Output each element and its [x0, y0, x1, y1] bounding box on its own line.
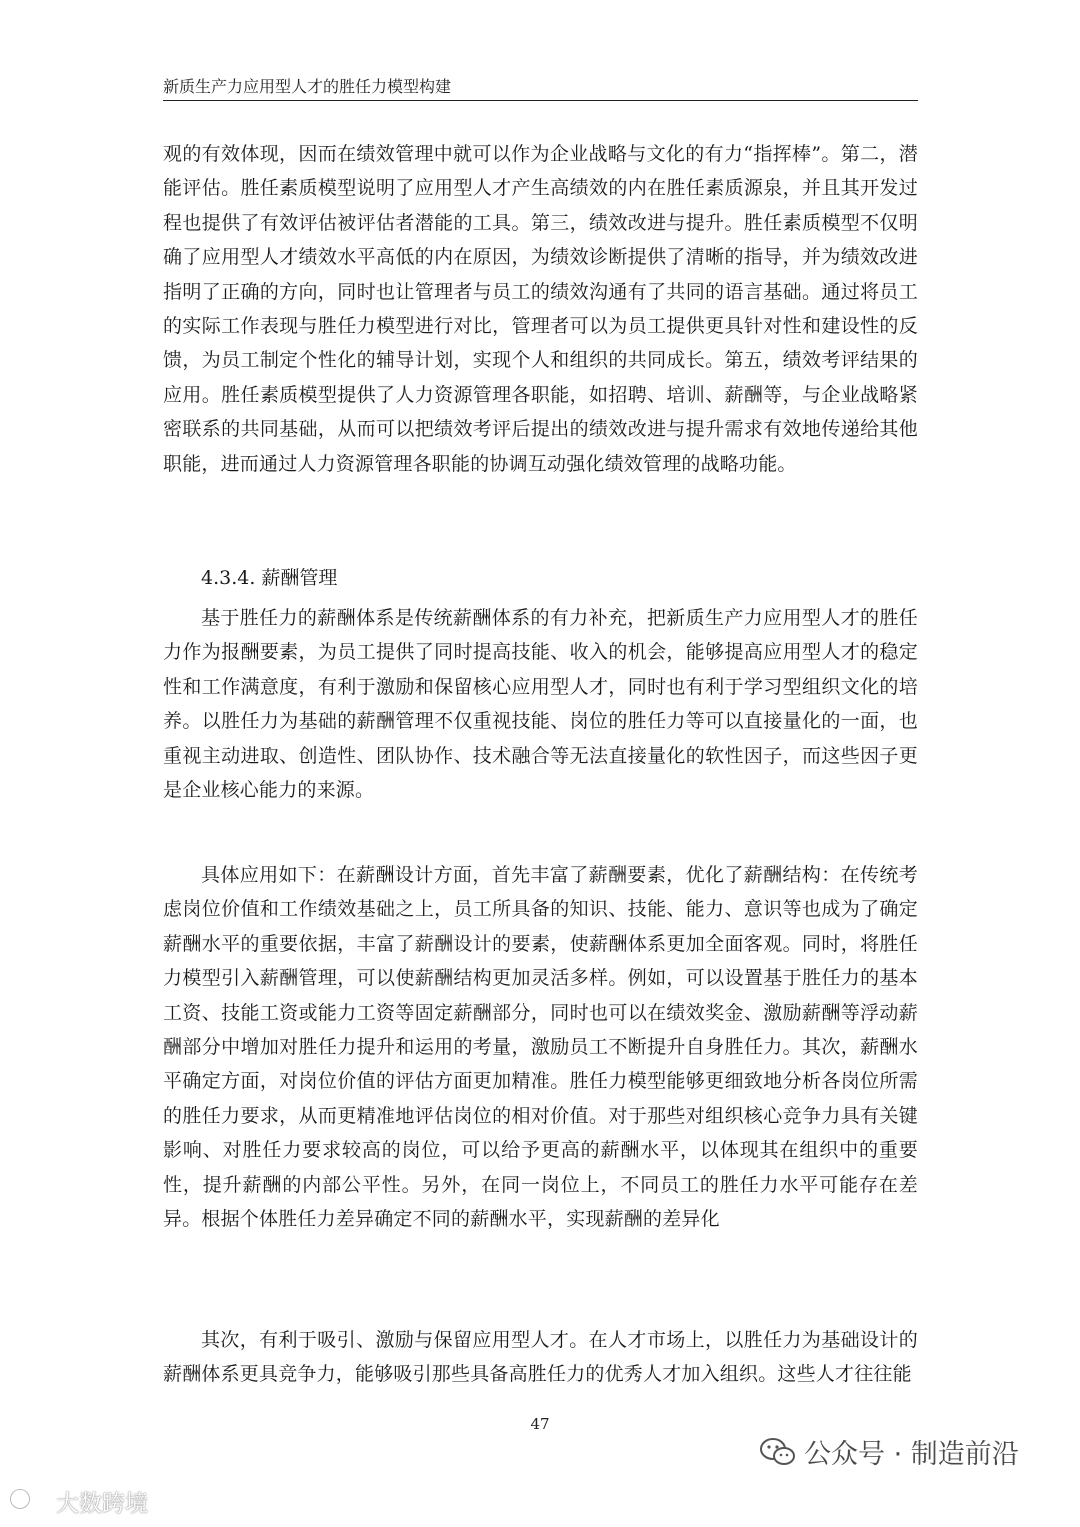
watermark-wechat-text: 公众号 · 制造前沿	[804, 1439, 1019, 1470]
header-divider	[163, 100, 918, 101]
watermark-wechat	[760, 1432, 1019, 1471]
running-header: 新质生产力应用型人才的胜任力模型构建	[163, 77, 452, 96]
wechat-icon	[760, 1437, 796, 1467]
paragraph-compensation-intro: 基于胜任力的薪酬体系是传统薪酬体系的有力补充，把新质生产力应用型人才的胜任力作为报酬要素，为员工提供了同时提高技能、收入的机会，能够提高应用型人才的稳定性和工作满意度，有利于激励和保留核心应用型人才，同时也有利于学习型组织文化的培养。以胜任力为基础的薪酬管理不仅重视技能、岗位的胜任力等可以直接量化的一面，也重视主动进取、创造性、团队协作、技术融合等无法直接量化的软性因子，而这些因子更是企业核心能力的来源。	[163, 607, 918, 802]
paragraph-performance-management: 观的有效体现，因而在绩效管理中就可以作为企业战略与文化的有力“指挥棒”。第二，潜能评估。胜任素质模型说明了应用型人才产生高绩效的内在胜任素质源泉，并且其开发过程也提供了有效评估被评估者潜能的工具。第三，绩效改进与提升。胜任素质模型不仅明确了应用型人才绩效水平高低的内在原因，为绩效诊断提供了清晰的指导，并为绩效改进指明了正确的方向，同时也让管理者与员工的绩效沟通有了共同的语言基础。通过将员工的实际工作表现与胜任力模型进行对比，管理者可以为员工提供更具针对性和建设性的反馈，为员工制定个性化的辅导计划，实现个人和组织的共同成长。第五，绩效考评结果的应用。胜任素质模型提供了人力资源管理各职能，如招聘、培训、薪酬等，与企业战略紧密联系的共同基础，从而可以把绩效考评后提出的绩效改进与提升需求有效地传递给其他职能，进而通过人力资源管理各职能的协调互动强化绩效管理的战略功能。	[163, 143, 918, 475]
paragraph-talent-retention: 其次，有利于吸引、激励与保留应用型人才。在人才市场上，以胜任力为基础设计的薪酬体系更具竞争力，能够吸引那些具备高胜任力的优秀人才加入组织。这些人才往往能	[163, 1329, 918, 1386]
logo-rings-icon	[8, 1486, 52, 1518]
paragraph-compensation-application: 具体应用如下：在薪酬设计方面，首先丰富了薪酬要素，优化了薪酬结构：在传统考虑岗位价值和工作绩效基础之上，员工所具备的知识、技能、能力、意识等也成为了确定薪酬水平的重要依据，丰富了薪酬设计的要素，使薪酬体系更加全面客观。同时，将胜任力模型引入薪酬管理，可以使薪酬结构更加灵活多样。例如，可以设置基于胜任力的基本工资、技能工资或能力工资等固定薪酬部分，同时也可以在绩效奖金、激励薪酬等浮动薪酬部分中增加对胜任力提升和运用的考量，激励员工不断提升自身胜任力。其次，薪酬水平确定方面，对岗位价值的评估方面更加精准。胜任力模型能够更细致地分析各岗位所需的胜任力要求，从而更精准地评估岗位的相对价值。对于那些对组织核心竞争力具有关键影响、对胜任力要求较高的岗位，可以给予更高的薪酬水平，以体现其在组织中的重要性，提升薪酬的内部公平性。另外，在同一岗位上，不同员工的胜任力水平可能存在差异。根据个体胜任力差异确定不同的薪酬水平，实现薪酬的差异化	[163, 864, 918, 1231]
watermark-brand-text: 大数跨境	[56, 1491, 148, 1517]
watermark-brand	[8, 1485, 148, 1518]
section-heading-compensation: 4.3.4. 薪酬管理	[201, 567, 338, 589]
page-number: 47	[530, 1415, 550, 1433]
